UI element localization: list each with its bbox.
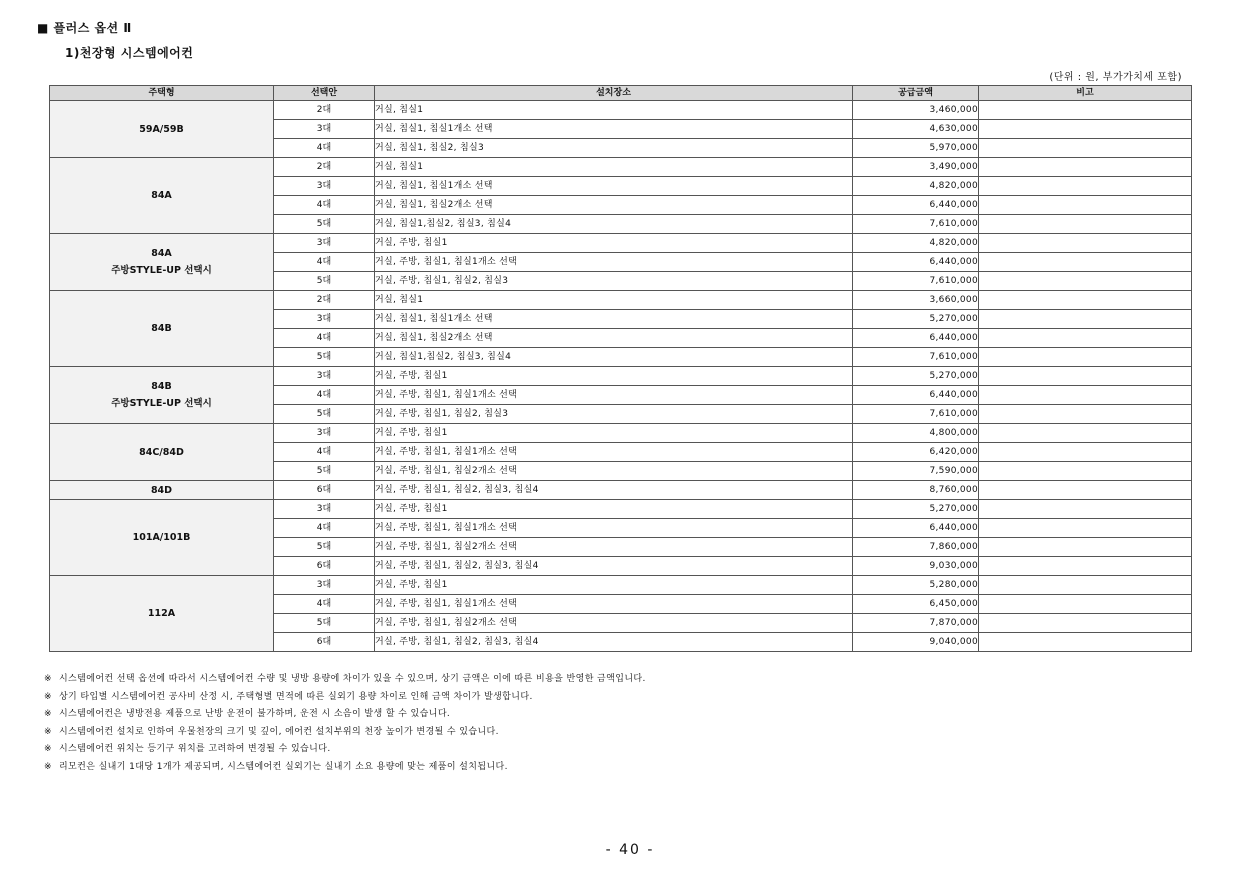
table-row (50, 481, 1192, 500)
price-cell: 5,270,000 (853, 367, 979, 386)
col-header-price: 공급금액 (853, 86, 979, 101)
option-cell: 4대 (274, 519, 375, 538)
option-cell: 5대 (274, 614, 375, 633)
price-cell: 6,440,000 (853, 253, 979, 272)
remark-cell (979, 348, 1192, 367)
remark-cell (979, 272, 1192, 291)
remark-cell (979, 234, 1192, 253)
unit-type-label: 101A/101B (132, 532, 191, 543)
place-cell: 거실, 침실1, 침실1개소 선택 (375, 177, 853, 196)
price-cell: 6,420,000 (853, 443, 979, 462)
unit-type-cell (50, 481, 274, 500)
price-cell: 7,590,000 (853, 462, 979, 481)
place-cell: 거실, 주방, 침실1, 침실1개소 선택 (375, 443, 853, 462)
place-cell: 거실, 주방, 침실1 (375, 424, 853, 443)
note-mark-icon: ※ (44, 691, 52, 702)
place-cell: 거실, 주방, 침실1 (375, 500, 853, 519)
note-item (44, 671, 646, 689)
remark-cell (979, 614, 1192, 633)
place-cell: 거실, 주방, 침실1, 침실2, 침실3, 침실4 (375, 633, 853, 652)
price-cell: 6,440,000 (853, 196, 979, 215)
remark-cell (979, 310, 1192, 329)
note-text: 시스템에어컨 설치로 인하여 우물천장의 크기 및 깊이, 에어컨 설치부위의 천장 높이가 변경될 수 있습니다. (58, 726, 499, 737)
unit-type-label: 59A/59B (139, 123, 184, 135)
option-cell: 4대 (274, 253, 375, 272)
price-cell: 5,270,000 (853, 310, 979, 329)
option-cell: 5대 (274, 215, 375, 234)
unit-type-cell (50, 424, 274, 481)
option-cell: 3대 (274, 576, 375, 595)
col-header-option: 선택안 (274, 86, 375, 101)
section-subheading: 1)천장형 시스템에어컨 (65, 46, 194, 60)
page-number: - 40 - (605, 842, 655, 858)
option-cell: 5대 (274, 462, 375, 481)
option-cell: 4대 (274, 329, 375, 348)
remark-cell (979, 367, 1192, 386)
remark-cell (979, 481, 1192, 500)
aircon-option-table (49, 85, 1192, 652)
price-cell: 5,280,000 (853, 576, 979, 595)
table-row (50, 158, 1192, 177)
note-text: 시스템에어컨 위치는 등기구 위치를 고려하여 변경될 수 있습니다. (58, 744, 331, 754)
unit-type-cell (50, 367, 274, 424)
unit-type-label: 84A (151, 248, 172, 259)
price-cell: 3,460,000 (853, 101, 979, 120)
price-cell: 4,820,000 (853, 234, 979, 253)
note-mark-icon: ※ (44, 726, 52, 737)
option-cell: 5대 (274, 272, 375, 291)
col-header-place: 설치장소 (375, 86, 853, 101)
place-cell: 거실, 주방, 침실1, 침실2, 침실3 (375, 272, 853, 291)
table-row (50, 367, 1192, 386)
place-cell: 거실, 침실1 (375, 101, 853, 120)
option-cell: 3대 (274, 500, 375, 519)
price-cell: 3,490,000 (853, 158, 979, 177)
remark-cell (979, 633, 1192, 652)
price-cell: 7,610,000 (853, 272, 979, 291)
remark-cell (979, 538, 1192, 557)
place-cell: 거실, 주방, 침실1, 침실1개소 선택 (375, 386, 853, 405)
price-cell: 7,610,000 (853, 215, 979, 234)
place-cell: 거실, 주방, 침실1, 침실2개소 선택 (375, 462, 853, 481)
remark-cell (979, 120, 1192, 139)
place-cell: 거실, 주방, 침실1, 침실2개소 선택 (375, 538, 853, 557)
place-cell: 거실, 침실1, 침실1개소 선택 (375, 120, 853, 139)
note-item (44, 741, 646, 759)
unit-type-label: 84C/84D (139, 446, 184, 458)
notes-list (44, 671, 646, 776)
price-cell: 7,610,000 (853, 405, 979, 424)
price-cell: 6,440,000 (853, 329, 979, 348)
price-cell: 9,030,000 (853, 557, 979, 576)
price-cell: 6,440,000 (853, 519, 979, 538)
remark-cell (979, 519, 1192, 538)
price-cell: 6,450,000 (853, 595, 979, 614)
option-cell: 3대 (274, 177, 375, 196)
option-cell: 5대 (274, 348, 375, 367)
option-cell: 4대 (274, 386, 375, 405)
table-header-row (50, 86, 1192, 101)
option-cell: 6대 (274, 557, 375, 576)
place-cell: 거실, 주방, 침실1, 침실1개소 선택 (375, 519, 853, 538)
place-cell: 거실, 주방, 침실1, 침실2개소 선택 (375, 614, 853, 633)
place-cell: 거실, 침실1, 침실2, 침실3 (375, 139, 853, 158)
remark-cell (979, 196, 1192, 215)
option-cell: 4대 (274, 139, 375, 158)
note-text: 리모컨은 실내기 1대당 1개가 제공되며, 시스템에어컨 실외기는 실내기 소요 용량에 맞는 제품이 설치됩니다. (58, 761, 508, 772)
note-item (44, 706, 646, 724)
remark-cell (979, 386, 1192, 405)
price-cell: 7,870,000 (853, 614, 979, 633)
note-mark-icon: ※ (44, 674, 52, 684)
table-row (50, 291, 1192, 310)
unit-note: (단위 : 원, 부가가치세 포함) (1049, 72, 1182, 83)
unit-type-cell (50, 500, 274, 576)
remark-cell (979, 500, 1192, 519)
place-cell: 거실, 침실1, 침실2개소 선택 (375, 329, 853, 348)
remark-cell (979, 177, 1192, 196)
price-cell: 5,270,000 (853, 500, 979, 519)
unit-type-label: 84D (150, 484, 173, 496)
table-row (50, 576, 1192, 595)
note-item (44, 759, 646, 777)
option-cell: 3대 (274, 234, 375, 253)
unit-type-label: 주방STYLE-UP 선택시 (111, 398, 212, 409)
note-text: 시스템에어컨 선택 옵션에 따라서 시스템에어컨 수량 및 냉방 용량에 차이가 있을 수 있으며, 상기 금액은 이에 따른 비용을 반영한 금액입니다. (58, 674, 646, 684)
remark-cell (979, 158, 1192, 177)
unit-type-cell (50, 158, 274, 234)
unit-type-label: 84B (151, 323, 172, 334)
price-cell: 4,820,000 (853, 177, 979, 196)
table-row (50, 234, 1192, 253)
table-row (50, 101, 1192, 120)
price-cell: 3,660,000 (853, 291, 979, 310)
option-cell: 6대 (274, 481, 375, 500)
unit-type-cell (50, 576, 274, 652)
option-cell: 4대 (274, 196, 375, 215)
note-item (44, 689, 646, 707)
option-cell: 5대 (274, 538, 375, 557)
place-cell: 거실, 주방, 침실1, 침실1개소 선택 (375, 595, 853, 614)
note-text: 시스템에어컨은 냉방전용 제품으로 난방 운전이 불가하며, 운전 시 소음이 발생 할 수 있습니다. (58, 709, 451, 719)
option-cell: 6대 (274, 633, 375, 652)
remark-cell (979, 576, 1192, 595)
option-cell: 3대 (274, 310, 375, 329)
unit-type-label: 84A (151, 190, 172, 201)
unit-type-cell (50, 101, 274, 158)
remark-cell (979, 291, 1192, 310)
remark-cell (979, 101, 1192, 120)
price-cell: 4,630,000 (853, 120, 979, 139)
place-cell: 거실, 주방, 침실1, 침실2, 침실3 (375, 405, 853, 424)
remark-cell (979, 139, 1192, 158)
place-cell: 거실, 주방, 침실1, 침실2, 침실3, 침실4 (375, 481, 853, 500)
place-cell: 거실, 주방, 침실1 (375, 234, 853, 253)
place-cell: 거실, 주방, 침실1, 침실2, 침실3, 침실4 (375, 557, 853, 576)
col-header-remark: 비고 (979, 86, 1192, 101)
option-cell: 3대 (274, 120, 375, 139)
price-cell: 8,760,000 (853, 481, 979, 500)
price-cell: 4,800,000 (853, 424, 979, 443)
remark-cell (979, 329, 1192, 348)
unit-type-label: 112A (147, 608, 176, 619)
option-cell: 4대 (274, 595, 375, 614)
table-row (50, 424, 1192, 443)
price-cell: 5,970,000 (853, 139, 979, 158)
table-row (50, 500, 1192, 519)
option-cell: 2대 (274, 101, 375, 120)
place-cell: 거실, 침실1 (375, 158, 853, 177)
remark-cell (979, 215, 1192, 234)
note-item (44, 724, 646, 742)
place-cell: 거실, 침실1, 침실1개소 선택 (375, 310, 853, 329)
note-mark-icon: ※ (44, 761, 52, 772)
place-cell: 거실, 침실1, 침실2개소 선택 (375, 196, 853, 215)
remark-cell (979, 595, 1192, 614)
unit-type-label: 주방STYLE-UP 선택시 (111, 265, 212, 276)
note-text: 상기 타입별 시스템에어컨 공사비 산정 시, 주택형별 면적에 따른 실외기 용량 차이로 인해 금액 차이가 발생합니다. (58, 691, 533, 702)
unit-type-cell (50, 234, 274, 291)
remark-cell (979, 253, 1192, 272)
remark-cell (979, 557, 1192, 576)
option-cell: 4대 (274, 443, 375, 462)
remark-cell (979, 443, 1192, 462)
option-cell: 2대 (274, 158, 375, 177)
note-mark-icon: ※ (44, 744, 52, 754)
unit-type-cell (50, 291, 274, 367)
unit-type-label: 84B (151, 381, 172, 392)
price-cell: 6,440,000 (853, 386, 979, 405)
place-cell: 거실, 침실1,침실2, 침실3, 침실4 (375, 215, 853, 234)
place-cell: 거실, 침실1,침실2, 침실3, 침실4 (375, 348, 853, 367)
note-mark-icon: ※ (44, 709, 52, 719)
place-cell: 거실, 주방, 침실1 (375, 576, 853, 595)
option-cell: 5대 (274, 405, 375, 424)
option-cell: 3대 (274, 424, 375, 443)
price-cell: 7,860,000 (853, 538, 979, 557)
place-cell: 거실, 침실1 (375, 291, 853, 310)
option-cell: 3대 (274, 367, 375, 386)
place-cell: 거실, 주방, 침실1 (375, 367, 853, 386)
option-cell: 2대 (274, 291, 375, 310)
remark-cell (979, 424, 1192, 443)
remark-cell (979, 405, 1192, 424)
section-heading: ■ 플러스 옵션 Ⅱ (37, 21, 132, 35)
price-cell: 9,040,000 (853, 633, 979, 652)
place-cell: 거실, 주방, 침실1, 침실1개소 선택 (375, 253, 853, 272)
remark-cell (979, 462, 1192, 481)
col-header-type: 주택형 (50, 86, 274, 101)
price-cell: 7,610,000 (853, 348, 979, 367)
